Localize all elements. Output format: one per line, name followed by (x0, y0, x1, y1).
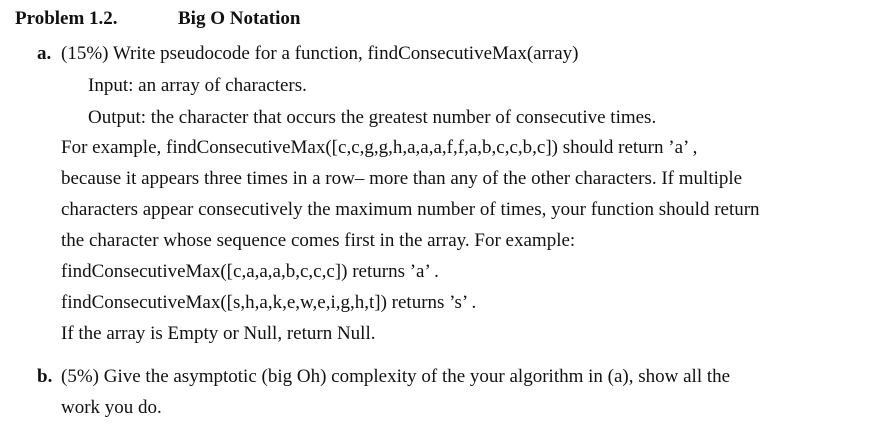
part-b-line: (5%) Give the asymptotic (big Oh) complexity of the your algorithm in (a), show all the (61, 366, 731, 387)
part-b-line: work you do. (61, 397, 162, 418)
part-a-intro: (15%) Write pseudocode for a function, findConsecutiveMax(array) (61, 43, 579, 64)
part-a-body-line: the character whose sequence comes first in the array. For example: (61, 230, 576, 251)
part-a-body-line: For example, findConsecutiveMax([c,c,g,g,h,a,a,a,f,f,a,b,c,c,b,c]) should return ’a’ , (61, 137, 698, 158)
problem-number: Problem 1.2. (15, 8, 118, 29)
part-a-example-line: findConsecutiveMax([s,h,a,k,e,w,e,i,g,h,t]) returns ’s’ . (61, 292, 477, 313)
part-a-body-line: characters appear consecutively the maximum number of times, your function should return (61, 199, 760, 220)
part-a-example-line: findConsecutiveMax([c,a,a,a,b,c,c,c]) returns ’a’ . (61, 261, 439, 282)
part-a-marker: a. (37, 43, 52, 64)
part-a-body-line: If the array is Empty or Null, return Null. (61, 323, 376, 344)
problem-title: Big O Notation (178, 8, 301, 29)
part-a-body-line: because it appears three times in a row– more than any of the other characters. If multiple (61, 168, 743, 189)
part-a-output: Output: the character that occurs the greatest number of consecutive times. (88, 107, 657, 128)
part-b-marker: b. (37, 366, 53, 387)
part-a-input: Input: an array of characters. (88, 75, 307, 96)
